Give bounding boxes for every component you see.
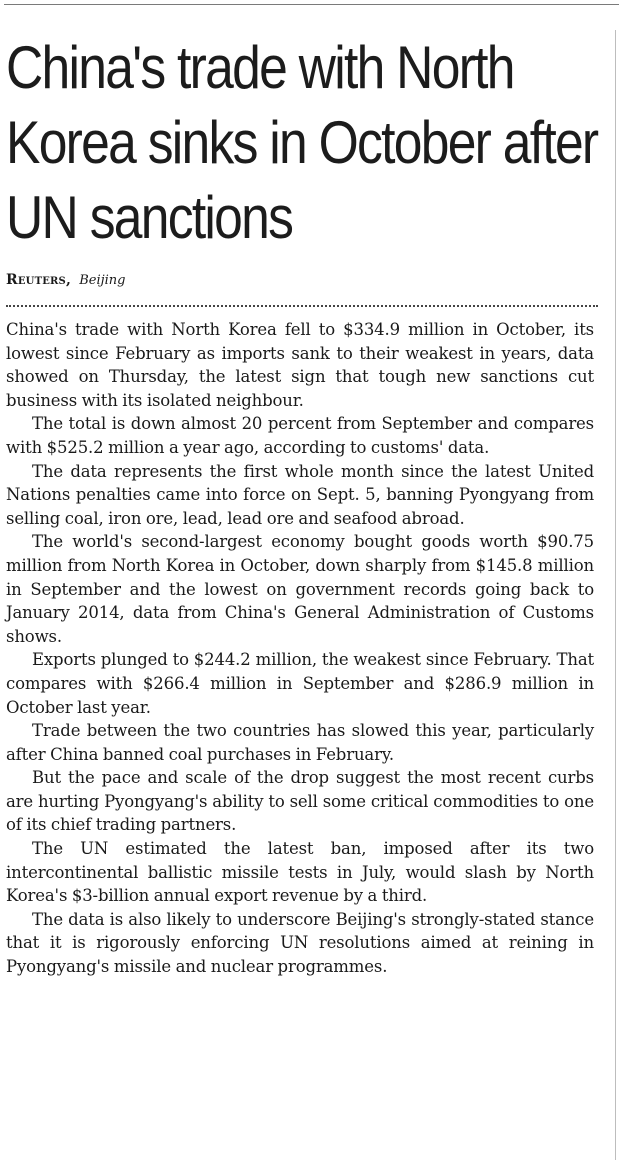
paragraph: Trade between the two countries has slowed this year, particularly after China banned coal purchases in February. [6,721,594,764]
paragraph: The UN estimated the latest ban, imposed after its two intercontinental ballistic missile tests in July, would slash by North Korea's $3-billion annual export revenue by a third. [6,839,594,906]
paragraph: The data represents the first whole month since the latest United Nations penalties came into force on Sept. 5, banning Pyongyang from selling coal, iron ore, lead, lead ore and seafood abroad. [6,461,594,528]
byline-agency: Reuters, [6,272,72,288]
paragraph: The data is also likely to underscore Beijing's strongly-stated stance that it is rigorously enforcing UN resolutions aimed at reining in Pyongyang's missile and nuclear programmes. [6,909,594,977]
paragraph: Exports plunged to $244.2 million, the weakest since February. That compares with $266.4 million in September and $286.9 million in October last year. [6,650,594,717]
headline: China's trade with North Korea sinks in October after UN sanctions [6,34,598,251]
paragraph: China's trade with North Korea fell to $334.9 million in October, its lowest since February as imports sank to their weakest in years, data showed on Thursday, the latest sign that tough new sanctions cut business with its isolated neighbour. [6,320,594,410]
article-body [6,318,594,979]
paragraph: The total is down almost 20 percent from September and compares with $525.2 million a year ago, according to customs' data. [6,414,594,457]
paragraph: The world's second-largest economy bought goods worth $90.75 million from North Korea in October, down sharply from $145.8 million in September and the lowest on government records going back to January 2014, data from China's General Administration of Customs shows. [6,532,594,646]
byline-location: Beijing [79,273,126,288]
top-rule [4,4,619,5]
paragraph: But the pace and scale of the drop suggest the most recent curbs are hurting Pyongyang's ability to sell some critical commodities to one of its chief trading partners. [6,768,594,835]
column-rule [615,30,616,1160]
dotted-divider [6,305,598,307]
byline [6,271,126,290]
